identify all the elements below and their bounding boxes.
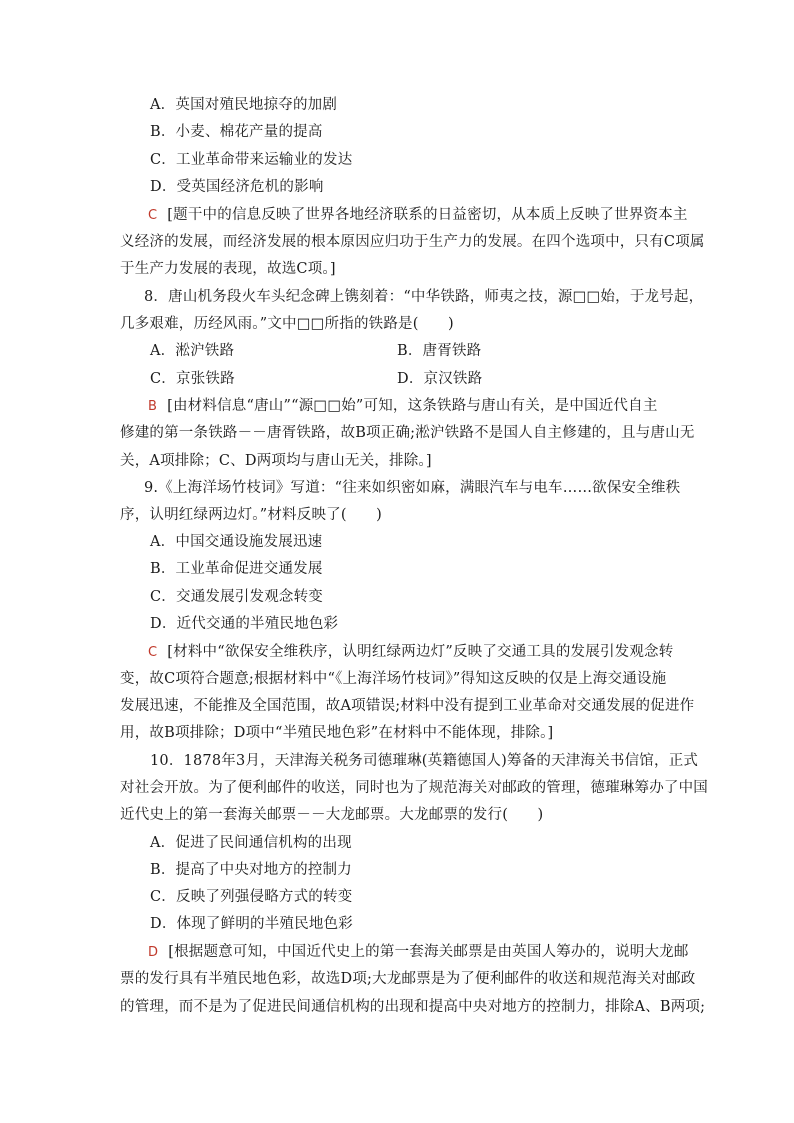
q8-option-d: D．京汉铁路 <box>397 371 483 387</box>
q7-answer-key: C <box>148 208 158 223</box>
q8-explanation-line-2: 修建的第一条铁路－－唐胥铁路，故B项正确;淞沪铁路不是国人自主修建的，且与唐山无 <box>120 425 695 441</box>
q9-explanation-line-1: C [材料中“欲保安全维秩序，认明红绿两边灯”反映了交通工具的发展引发观念转 <box>148 642 708 663</box>
q9-option-b: B．工业革命促进交通发展 <box>150 561 323 577</box>
q8-option-a: A．淞沪铁路 <box>150 343 235 359</box>
q9-stem-line-2: 序，认明红绿两边灯。”材料反映了( ) <box>120 507 382 523</box>
q10-stem-line-1: 10．1878年3月，天津海关税务司德璀琳(英籍德国人)筹备的天津海关书信馆，正式 <box>150 753 699 769</box>
q10-option-a: A．促进了民间通信机构的出现 <box>150 835 352 851</box>
q10-explanation-line-3: 的管理，而不是为了促进民间通信机构的出现和提高中央对地方的控制力，排除A、B两项; <box>120 999 706 1015</box>
q8-option-c: C．京张铁路 <box>150 371 235 387</box>
q8-explanation-line-1: B [由材料信息“唐山”“源□□始”可知，这条铁路与唐山有关，是中国近代自主 <box>148 396 708 417</box>
q9-explanation-line-3: 发展迅速，不能推及全国范围，故A项错误;材料中没有提到工业革命对交通发展的促进作 <box>120 698 695 714</box>
q7-explanation-line-2: 义经济的发展，而经济发展的根本原因应归功于生产力的发展。在四个选项中，只有C项属 <box>120 234 705 250</box>
q10-stem-line-2: 对社会开放。为了便利邮件的收送，同时也为了规范海关对邮政的管理，德璀琳筹办了中国 <box>120 780 708 796</box>
q9-answer-key: C <box>148 645 158 660</box>
q7-option-b: B．小麦、棉花产量的提高 <box>150 124 323 140</box>
q10-explanation-line-1: D [根据题意可知，中国近代史上的第一套海关邮票是由英国人筹办的，说明大龙邮 <box>148 942 708 963</box>
q10-option-b: B．提高了中央对地方的控制力 <box>150 862 352 878</box>
q9-explanation-line-2: 变，故C项符合题意;根据材料中“《上海洋场竹枝词》”得知这反映的仅是上海交通设施 <box>120 671 667 687</box>
q10-explanation-line-2: 票的发行具有半殖民地色彩，故选D项;大龙邮票是为了便利邮件的收送和规范海关对邮政 <box>120 971 696 987</box>
q7-option-d: D．受英国经济危机的影响 <box>150 179 324 195</box>
q10-option-d: D．体现了鲜明的半殖民地色彩 <box>150 916 353 932</box>
q7-explanation-line-3: 于生产力发展的表现，故选C项。] <box>120 261 336 277</box>
q8-stem-line-2: 几多艰难，历经风雨。”文中□□所指的铁路是( ) <box>120 316 454 332</box>
q9-option-a: A．中国交通设施发展迅速 <box>150 534 323 550</box>
q9-stem-line-1: 9.《上海洋场竹枝词》写道：“往来如织密如麻，满眼汽车与电车……欲保安全维秩 <box>144 480 681 496</box>
q7-option-c: C．工业革命带来运输业的发达 <box>150 152 353 168</box>
q7-explanation-line-1: C [题干中的信息反映了世界各地经济联系的日益密切，从本质上反映了世界资本主 <box>148 205 708 226</box>
q8-explanation-line-3: 关，A项排除；C、D两项均与唐山无关，排除。] <box>120 453 432 469</box>
q8-stem-line-1: 8．唐山机务段火车头纪念碑上镌刻着：“中华铁路，师夷之技，源□□始，于龙号起， <box>144 289 704 305</box>
q8-option-b: B．唐胥铁路 <box>397 343 482 359</box>
q9-option-c: C．交通发展引发观念转变 <box>150 589 323 605</box>
q8-answer-key: B <box>148 399 158 414</box>
q10-answer-key: D <box>148 945 159 960</box>
q10-stem-line-3: 近代史上的第一套海关邮票－－大龙邮票。大龙邮票的发行( ) <box>120 807 544 823</box>
q7-option-a: A．英国对殖民地掠夺的加剧 <box>150 97 338 113</box>
q9-option-d: D．近代交通的半殖民地色彩 <box>150 616 339 632</box>
q10-option-c: C．反映了列强侵略方式的转变 <box>150 889 353 905</box>
q9-explanation-line-4: 用，故B项排除；D项中“半殖民地色彩”在材料中不能体现，排除。] <box>120 725 554 741</box>
